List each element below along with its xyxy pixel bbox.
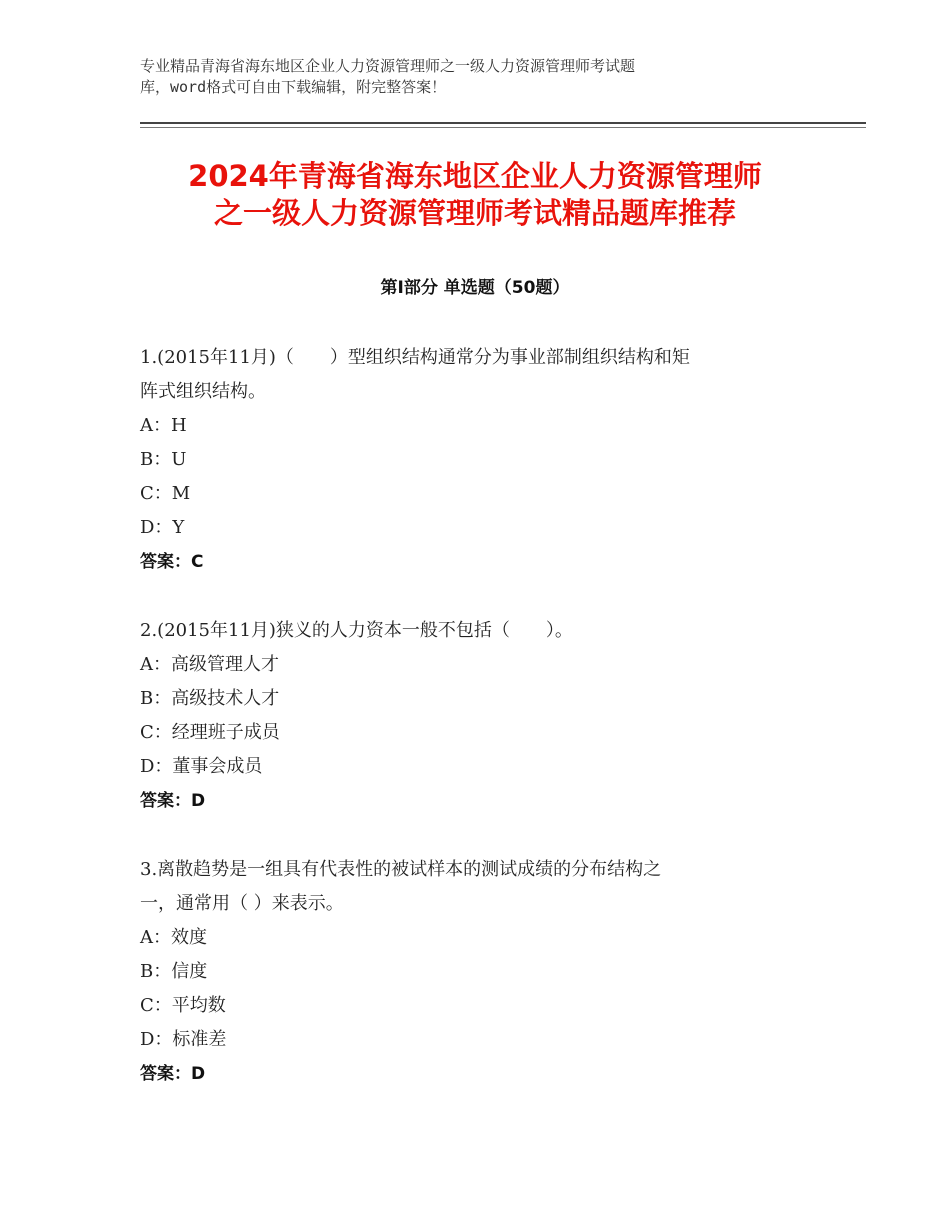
header-divider <box>140 122 866 124</box>
header-note-line: 专业精品青海省海东地区企业人力资源管理师之一级人力资源管理师考试题 <box>140 57 636 75</box>
question-stem-line: 一，通常用（ ）来表示。 <box>140 893 344 914</box>
answer-label: 答案：D <box>140 1064 206 1084</box>
option-a: A：H <box>140 415 187 436</box>
question-stem <box>140 853 830 921</box>
option-b: B：U <box>140 449 187 470</box>
option-b: B：高级技术人才 <box>140 688 280 709</box>
question-item <box>140 853 830 1091</box>
option-c: C：经理班子成员 <box>140 722 280 743</box>
option-d: D：董事会成员 <box>140 756 263 777</box>
header-divider-thin <box>140 127 866 128</box>
question-stem-line: 3.离散趋势是一组具有代表性的被试样本的测试成绩的分布结构之 <box>140 859 662 880</box>
option-c: C：M <box>140 483 191 504</box>
question-stem-line: 1.(2015年11月)（ ）型组织结构通常分为事业部制组织结构和矩 <box>140 347 690 368</box>
header-note-line: 库，word格式可自由下载编辑，附完整答案！ <box>140 78 447 96</box>
document-title-line: 2024年青海省海东地区企业人力资源管理师 <box>188 159 762 193</box>
document-title <box>100 158 850 232</box>
option-a: A：效度 <box>140 927 207 948</box>
question-item <box>140 614 830 818</box>
question-stem <box>140 341 830 409</box>
answer-label: 答案：D <box>140 791 206 811</box>
question-stem-line: 2.(2015年11月)狭义的人力资本一般不包括（ ）。 <box>140 620 573 641</box>
option-d: D：标准差 <box>140 1029 227 1050</box>
question-stem-line: 阵式组织结构。 <box>140 381 266 402</box>
option-b: B：信度 <box>140 961 208 982</box>
header-note <box>140 56 780 98</box>
question-stem <box>140 614 830 648</box>
document-title-line: 之一级人力资源管理师考试精品题库推荐 <box>213 196 736 230</box>
option-a: A：高级管理人才 <box>140 654 279 675</box>
answer-label: 答案：C <box>140 552 204 572</box>
option-c: C：平均数 <box>140 995 226 1016</box>
section-title: 第Ⅰ部分 单选题（50题） <box>380 278 570 298</box>
option-d: D：Y <box>140 517 185 538</box>
question-item <box>140 341 830 579</box>
